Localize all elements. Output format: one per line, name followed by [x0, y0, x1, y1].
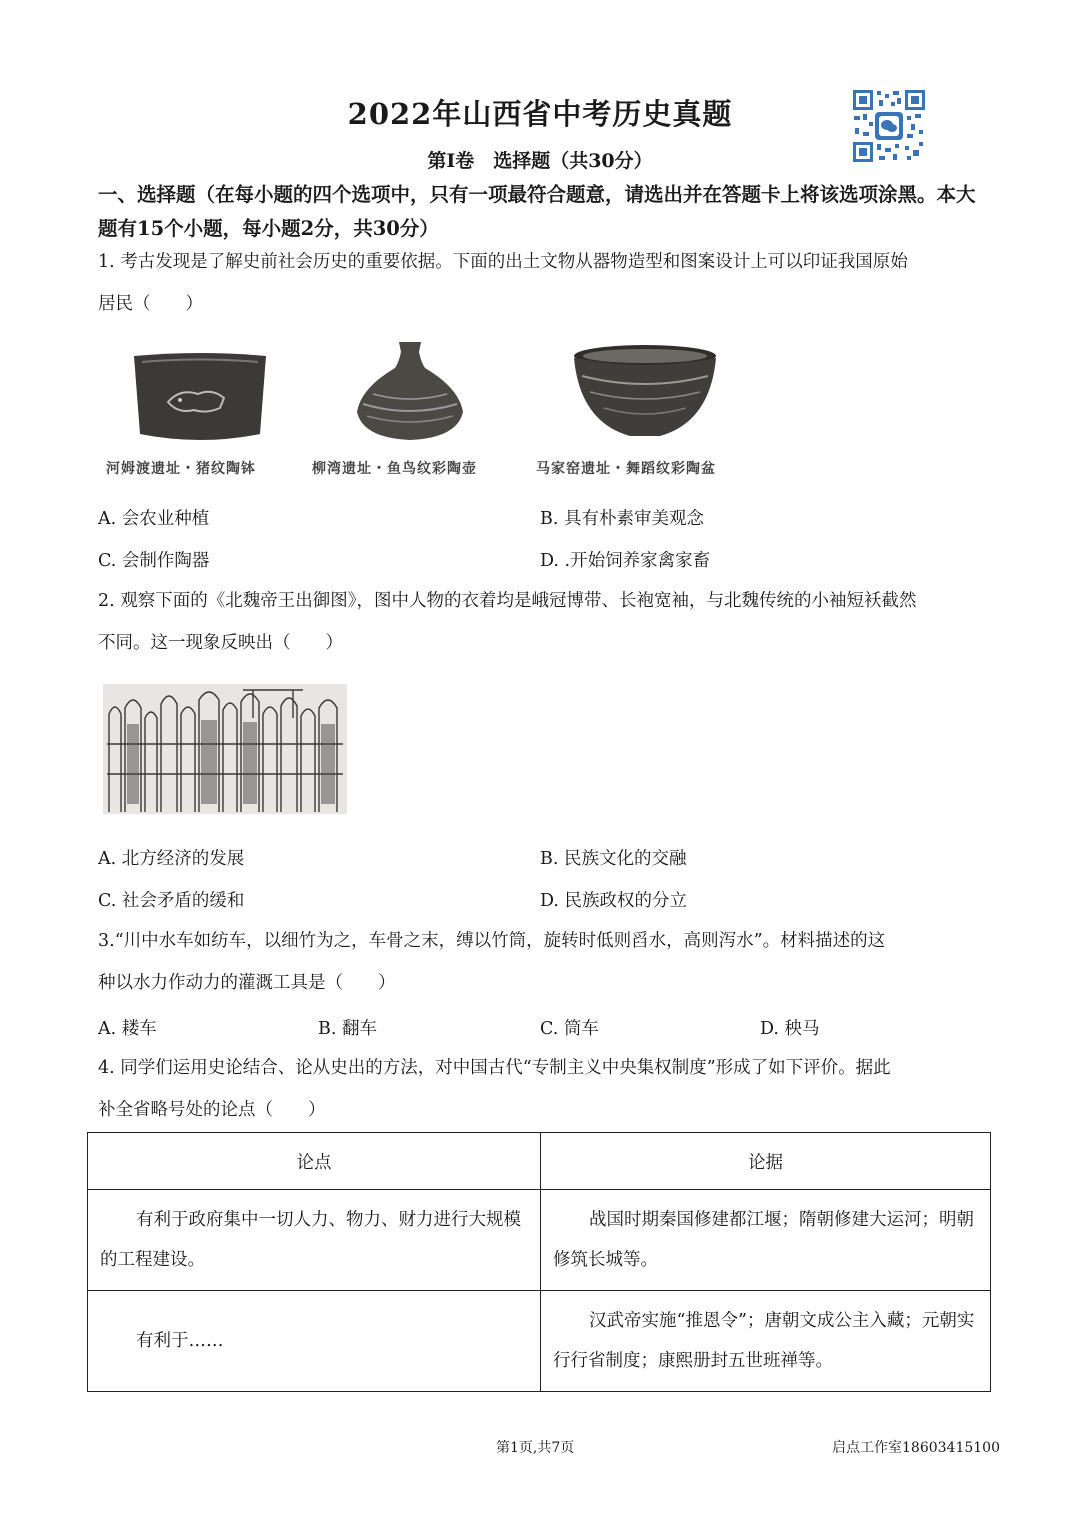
- question-2-option-c[interactable]: C. 社会矛盾的缓和: [98, 891, 245, 911]
- table-header-evidence: 论据: [541, 1133, 991, 1190]
- question-1-option-a[interactable]: A. 会农业种植: [98, 509, 210, 529]
- question-1-option-d[interactable]: D. .开始饲养家禽家畜: [540, 551, 711, 571]
- question-2-stem-line2: 不同。这一现象反映出（ ）: [98, 633, 343, 653]
- question-2-option-b[interactable]: B. 民族文化的交融: [540, 849, 687, 869]
- question-3-option-c[interactable]: C. 筒车: [540, 1019, 599, 1039]
- question-3-stem-line2: 种以水力作动力的灌溉工具是（ ）: [98, 973, 396, 993]
- table-row: [88, 1291, 991, 1392]
- artifact-caption-2: 柳湾遗址・鱼鸟纹彩陶壶: [312, 461, 477, 477]
- question-3-option-b[interactable]: B. 翻车: [318, 1019, 377, 1039]
- question-1-option-b[interactable]: B. 具有朴素审美观念: [540, 509, 704, 529]
- table-cell-evidence: 战国时期秦国修建都江堰；隋朝修建大运河；明朝修筑长城等。: [541, 1190, 991, 1291]
- dancing-pattern-painted-basin-image: [570, 342, 720, 442]
- section-subtitle: 第Ⅰ卷 选择题（共30分）: [427, 150, 653, 172]
- artifact-caption-3: 马家窑遗址・舞蹈纹彩陶盆: [536, 461, 716, 477]
- table-header-row: [88, 1133, 991, 1190]
- question-4-stem-line1: 4. 同学们运用史论结合、论从史出的方法，对中国古代“专制主义中央集权制度”形成了如下评价。据此: [98, 1058, 891, 1078]
- question-2: [98, 580, 988, 664]
- question-4-stem-line2: 补全省略号处的论点（ ）: [98, 1100, 326, 1120]
- question-3-option-d[interactable]: D. 秧马: [760, 1019, 820, 1039]
- table-header-argument: 论点: [88, 1133, 541, 1190]
- argument-evidence-table: [87, 1132, 991, 1392]
- page-number: 第1页,共7页: [496, 1440, 575, 1456]
- question-2-stem-line1: 2. 观察下面的《北魏帝王出御图》，图中人物的衣着均是峨冠博带、长袍宽袖，与北魏传统的小袖短袄截然: [98, 591, 917, 611]
- question-1-stem-line2: 居民（ ）: [98, 294, 203, 314]
- question-1-option-c[interactable]: C. 会制作陶器: [98, 551, 210, 571]
- table-cell-argument: 有利于政府集中一切人力、物力、财力进行大规模的工程建设。: [88, 1190, 541, 1291]
- question-2-option-a[interactable]: A. 北方经济的发展: [98, 849, 245, 869]
- northern-wei-emperor-procession-image: [103, 684, 347, 814]
- question-3-option-a[interactable]: A. 耧车: [98, 1019, 157, 1039]
- table-row: [88, 1190, 991, 1291]
- pottery-bowl-pig-pattern-image: [128, 350, 272, 446]
- question-4: [98, 1047, 988, 1131]
- table-cell-argument: 有利于……: [88, 1291, 541, 1392]
- page-title: 2022年山西省中考历史真题: [347, 97, 733, 131]
- question-1-stem-line1: 1. 考古发现是了解史前社会历史的重要依据。下面的出土文物从器物造型和图案设计上可以印证我国原始: [98, 252, 908, 272]
- section-instructions: 一、选择题（在每小题的四个选项中，只有一项最符合题意，请选出并在答题卡上将该选项涂黑。本大题有15个小题，每小题2分，共30分）: [98, 183, 976, 240]
- question-3: [98, 920, 988, 1004]
- studio-contact: 启点工作室18603415100: [832, 1440, 1000, 1456]
- question-3-stem-line1: 3.“川中水车如纺车，以细竹为之，车骨之末，缚以竹筒，旋转时低则舀水，高则泻水”。材料描述的这: [98, 931, 886, 951]
- fish-bird-painted-pot-image: [355, 338, 465, 448]
- table-cell-evidence: 汉武帝实施“推恩令”；唐朝文成公主入藏；元朝实行行省制度；康熙册封五世班禅等。: [541, 1291, 991, 1392]
- question-1: [98, 241, 988, 325]
- artifact-caption-1: 河姆渡遗址・猪纹陶钵: [106, 461, 256, 477]
- question-2-option-d[interactable]: D. 民族政权的分立: [540, 891, 688, 911]
